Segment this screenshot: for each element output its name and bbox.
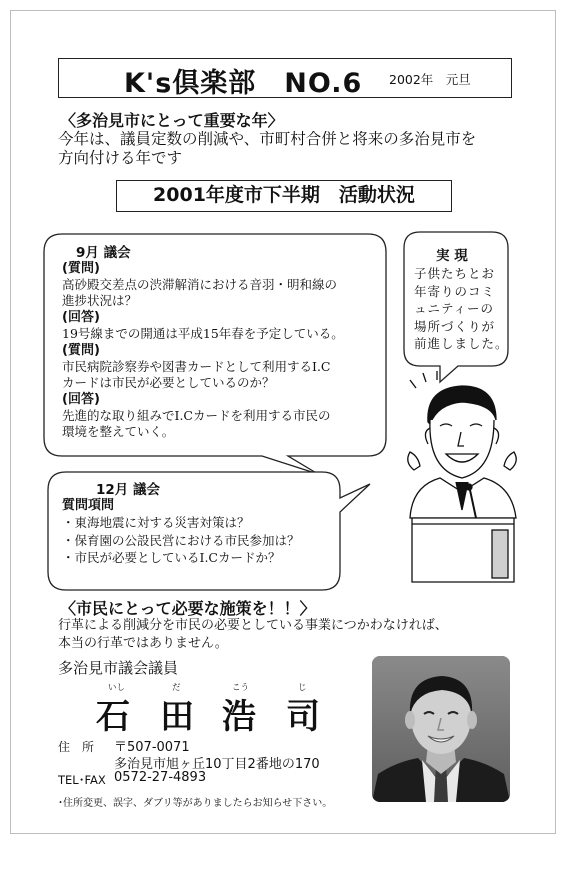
answer-text: 環境を整えていく。: [62, 424, 175, 439]
activity-heading: 2001年度市下半期 活動状況: [116, 180, 452, 212]
question-text: カードは市民が必要としているのか？: [62, 375, 275, 390]
intro-line: 今年は、議員定数の削減や、市町村合併と将来の多治見市を: [58, 130, 477, 148]
speaker-caricature: [408, 371, 517, 582]
realized-line: 年寄りのコミ: [414, 283, 496, 299]
december-item: ・市民が必要としているI.Cカードか？: [62, 550, 281, 565]
answer-label: (回答): [62, 310, 100, 325]
question-label: (質問): [62, 343, 100, 358]
furigana: こう: [232, 683, 250, 693]
realized-line: 場所づくりが: [414, 318, 496, 334]
december-title: 12月 議会: [96, 482, 160, 498]
address-text: 多治見市旭ヶ丘10丁目2番地の170: [114, 757, 320, 772]
name-char: 石: [96, 697, 130, 737]
tel-label: TEL･FAX: [58, 773, 106, 787]
question-text: 進捗状況は？: [62, 293, 138, 308]
postal-code: 〒507-0071: [114, 740, 190, 755]
name-char: 司: [286, 697, 320, 737]
name-char: 田: [160, 697, 194, 737]
realized-title: 実 現: [436, 248, 468, 264]
furigana: いし: [108, 683, 126, 693]
policy-line: 行革による削減分を市民の必要としている事業につかわなければ、: [58, 618, 448, 633]
footer-note: ･住所変更、誤字、ダブリ等がありましたらお知らせ下さい。: [58, 798, 333, 809]
intro-line: 方向付ける年です: [58, 149, 183, 167]
answer-label: (回答): [62, 392, 100, 407]
tel-number: 0572-27-4893: [114, 770, 207, 785]
december-item: ・保育園の公設民営における市民参加は？: [62, 532, 300, 548]
question-items-label: 質問項問: [62, 498, 115, 513]
policy-heading: 〈市民にとって必要な施策を！！〉: [60, 599, 316, 618]
furigana: じ: [298, 683, 307, 693]
realized-line: 前進しました。: [414, 336, 509, 351]
realized-line: ュニティーの: [414, 301, 495, 316]
realized-text: [414, 265, 509, 353]
intro-heading: 〈多治見市にとって重要な年〉: [60, 111, 284, 130]
name-char: 浩: [222, 697, 256, 737]
role-label: 多治見市議会議員: [58, 659, 179, 677]
september-title: 9月 議会: [76, 245, 131, 261]
policy-line: 本当の行革ではありません。: [58, 636, 228, 651]
question-text: 市民病院診察券や図書カードとして利用するI.C: [62, 359, 331, 374]
realized-line: 子供たちとお: [414, 266, 496, 281]
furigana: だ: [172, 683, 181, 693]
portrait-image: [372, 656, 510, 802]
address-label: 住 所: [58, 740, 95, 754]
december-item: ・東海地震に対する災害対策は？: [62, 515, 250, 530]
answer-text: 先進的な取り組みでI.Cカードを利用する市民の: [62, 408, 331, 423]
newsletter-title: K's倶楽部 NO.6: [124, 68, 363, 99]
answer-text: 19号線までの開通は平成15年春を予定している。: [62, 326, 344, 341]
december-content: [62, 497, 338, 567]
question-label: (質問): [62, 261, 100, 276]
issue-date: 2002年 元旦: [389, 72, 471, 87]
september-content: [62, 260, 382, 440]
policy-text: [58, 617, 448, 653]
portrait-photo: [372, 656, 510, 802]
question-text: 高砂殿交差点の渋滞解消における音羽・明和線の: [62, 277, 338, 292]
